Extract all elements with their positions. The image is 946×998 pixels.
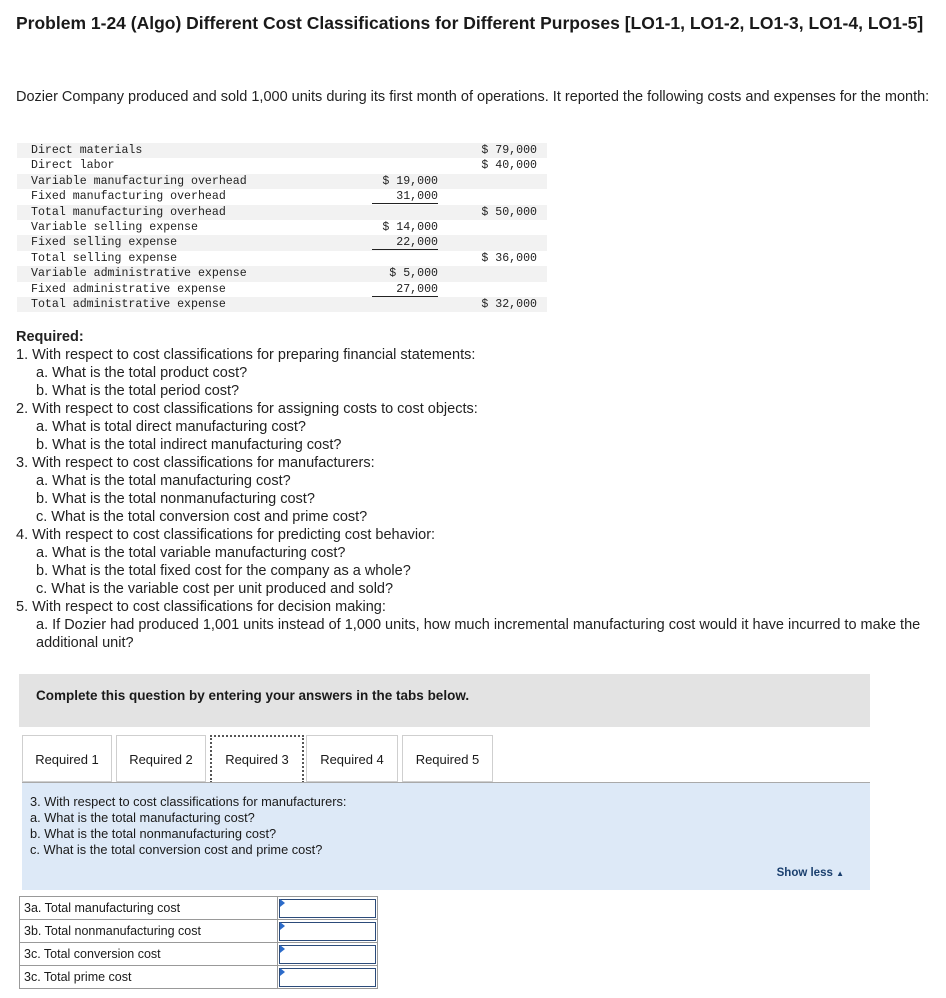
cost-col2: $ 79,000: [448, 143, 547, 158]
required-question: 2. With respect to cost classifications for assigning costs to cost objects:: [16, 401, 478, 417]
required-subquestion: a. What is total direct manufacturing cost?: [36, 419, 306, 435]
cost-col1: [322, 282, 448, 297]
cost-row: [17, 220, 547, 235]
cost-col1-value: 31,000: [372, 190, 438, 204]
answer-row: [20, 943, 378, 966]
cost-row: [17, 235, 547, 250]
required-question: 1. With respect to cost classifications for preparing financial statements:: [16, 347, 476, 363]
cost-label: Direct materials: [17, 143, 322, 158]
panel-text: [30, 794, 347, 858]
answer-label: 3c. Total prime cost: [20, 966, 278, 989]
required-question: 4. With respect to cost classifications for predicting cost behavior:: [16, 527, 436, 543]
cost-col1: $ 14,000: [382, 221, 438, 235]
answer-label: 3a. Total manufacturing cost: [20, 897, 278, 920]
cost-col1: $ 5,000: [322, 266, 448, 281]
answer-table: [19, 896, 378, 989]
cost-row: [17, 251, 547, 266]
required-question: 5. With respect to cost classifications for decision making:: [16, 599, 386, 615]
cost-label: Fixed administrative expense: [31, 282, 226, 296]
answer-input-3a-manufacturing[interactable]: [279, 899, 376, 918]
cost-col1: [322, 158, 448, 173]
cost-row: [17, 143, 547, 158]
required-subquestion: b. What is the total fixed cost for the company as a whole?: [36, 563, 411, 579]
cost-label: Variable selling expense: [31, 221, 198, 235]
cost-col2: [448, 174, 547, 189]
cost-col2: [448, 235, 547, 250]
cost-label: Fixed manufacturing overhead: [31, 190, 226, 204]
instruction-text: Complete this question by entering your answers in the tabs below.: [36, 688, 470, 703]
cost-label: Variable manufacturing overhead: [17, 174, 322, 189]
required-subquestion: a. What is the total manufacturing cost?: [36, 473, 291, 489]
required-subquestion: b. What is the total nonmanufacturing cost?: [36, 491, 315, 507]
required-subquestion: b. What is the total indirect manufacturing cost?: [36, 437, 342, 453]
problem-intro: Dozier Company produced and sold 1,000 units during its first month of operations. It reported the following costs and expenses for the month:: [16, 89, 930, 105]
cost-col1: [322, 235, 448, 250]
triangle-up-icon: ▲: [836, 869, 844, 878]
required-subquestion: a. What is the total variable manufacturing cost?: [36, 545, 346, 561]
required-subquestion: b. What is the total period cost?: [36, 383, 240, 399]
required-heading: Required:: [16, 329, 84, 345]
required-item-3: [16, 454, 941, 526]
cost-col2: [448, 266, 547, 281]
show-less-button[interactable]: [777, 867, 844, 879]
answer-cell: [278, 920, 378, 943]
required-item-1: [16, 346, 941, 400]
cost-col1-value: 27,000: [372, 283, 438, 297]
cost-row: [17, 266, 547, 281]
cost-label: Total selling expense: [31, 251, 178, 265]
cost-col1: [322, 297, 448, 312]
problem-title: Problem 1-24 (Algo) Different Cost Classifications for Different Purposes [LO1-1, LO1-2, LO1-3, LO1-4, LO1-5]: [16, 13, 924, 33]
cost-table: [17, 143, 547, 312]
tab-required-1[interactable]: Required 1: [22, 735, 112, 782]
cost-row: [17, 174, 547, 189]
tab-required-3[interactable]: Required 3: [210, 735, 304, 783]
answer-cell: [278, 966, 378, 989]
answer-input-3b-nonmanufacturing[interactable]: [279, 922, 376, 941]
cost-col2: $ 36,000: [481, 251, 537, 265]
cost-col2: $ 40,000: [481, 159, 537, 173]
cost-col2: $ 50,000: [448, 205, 547, 220]
question-panel: [22, 783, 870, 890]
cost-row: [17, 282, 547, 297]
cost-row: [17, 189, 547, 204]
answer-cell: [278, 897, 378, 920]
cost-label: Variable administrative expense: [17, 266, 322, 281]
cost-row: [17, 158, 547, 173]
cost-row: [17, 297, 547, 312]
cost-col2: $ 32,000: [448, 297, 547, 312]
cost-col2: [448, 220, 547, 235]
required-item-2: [16, 400, 941, 454]
required-item-4: [16, 526, 941, 598]
cost-col2: [448, 282, 547, 297]
answer-row: [20, 966, 378, 989]
tab-required-4[interactable]: Required 4: [306, 735, 398, 782]
panel-line: 3. With respect to cost classifications for manufacturers:: [30, 794, 347, 809]
required-subquestion: a. What is the total product cost?: [36, 365, 248, 381]
panel-line: a. What is the total manufacturing cost?: [30, 810, 255, 825]
answer-row: [20, 897, 378, 920]
cost-col1: [322, 189, 448, 204]
required-subquestion: a. If Dozier had produced 1,001 units instead of 1,000 units, how much incremental manufacturing cost would it have incurred to make the additional unit?: [36, 617, 921, 651]
answer-cell: [278, 943, 378, 966]
cost-col1: [322, 143, 448, 158]
cost-label: Fixed selling expense: [17, 235, 322, 250]
instruction-bar: [19, 674, 870, 727]
answer-label: 3b. Total nonmanufacturing cost: [20, 920, 278, 943]
required-item-5: [16, 598, 941, 652]
cost-col1: [322, 251, 448, 266]
answer-row: [20, 920, 378, 943]
answer-input-3c-prime[interactable]: [279, 968, 376, 987]
input-marker-icon: [280, 945, 285, 953]
cost-label: Direct labor: [31, 159, 115, 173]
required-question: 3. With respect to cost classifications for manufacturers:: [16, 455, 375, 471]
answer-label: 3c. Total conversion cost: [20, 943, 278, 966]
panel-line: b. What is the total nonmanufacturing cost?: [30, 826, 277, 841]
cost-col1: $ 19,000: [322, 174, 448, 189]
cost-row: [17, 205, 547, 220]
cost-label: Total manufacturing overhead: [17, 205, 322, 220]
cost-col1-value: 22,000: [372, 236, 438, 250]
required-section: [16, 328, 941, 652]
cost-label: Total administrative expense: [17, 297, 322, 312]
input-marker-icon: [280, 922, 285, 930]
tab-required-5[interactable]: Required 5: [402, 735, 493, 782]
input-marker-icon: [280, 968, 285, 976]
input-marker-icon: [280, 899, 285, 907]
required-subquestion: c. What is the variable cost per unit produced and sold?: [36, 581, 394, 597]
show-less-label: Show less: [776, 867, 833, 879]
required-subquestion: c. What is the total conversion cost and prime cost?: [36, 509, 368, 525]
cost-col1: [322, 205, 448, 220]
panel-line: c. What is the total conversion cost and prime cost?: [30, 842, 323, 857]
cost-col2: [448, 189, 547, 204]
answer-input-3c-conversion[interactable]: [279, 945, 376, 964]
tab-required-2[interactable]: Required 2: [116, 735, 206, 782]
